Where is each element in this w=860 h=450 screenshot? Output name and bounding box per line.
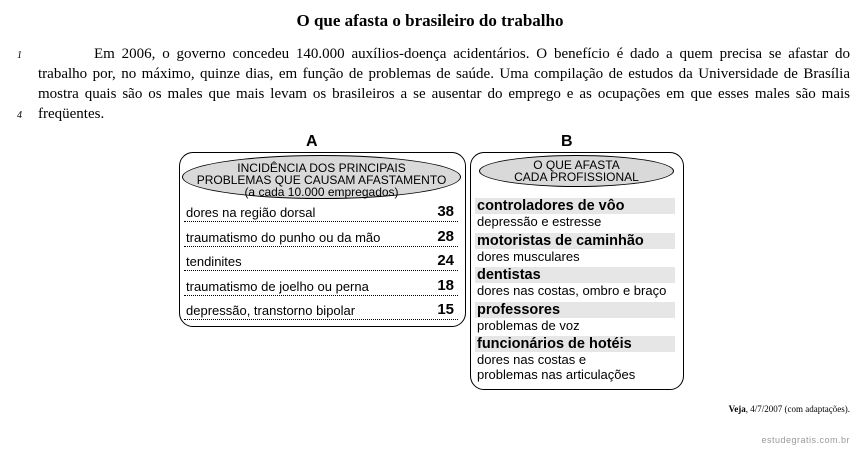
- profession-name: motoristas de caminhão: [475, 233, 675, 249]
- panel-b-header-line: O QUE AFASTA: [533, 158, 620, 172]
- line-number-1: 1: [17, 50, 22, 61]
- profession-name: funcionários de hotéis: [475, 336, 675, 352]
- list-item: [475, 198, 675, 229]
- panel-b: [470, 152, 684, 390]
- page-title: O que afasta o brasileiro do trabalho: [296, 11, 564, 30]
- table-row: [184, 277, 458, 296]
- profession-desc: depressão e estresse: [477, 214, 602, 229]
- panel-a-header-line: INCIDÊNCIA DOS PRINCIPAIS: [237, 161, 406, 175]
- panel-b-header-line: CADA PROFISSIONAL: [514, 170, 639, 184]
- table-row: [184, 252, 458, 271]
- list-item: [475, 302, 675, 333]
- panel-a-header: [182, 155, 461, 199]
- profession-desc: dores nas costas, ombro e braço: [477, 283, 667, 298]
- list-item: [475, 336, 675, 382]
- profession-desc: dores nas costas e: [477, 352, 587, 367]
- intro-paragraph-text: Em 2006, o governo concedeu 140.000 auxílios-doença acidentários. O benefício é dado a quem precisa se afastar do trabalho por, no máximo, quinze dias, em função de problemas de saúde. Uma compilação de estudos da Universidade de Brasília mostra quais são os males que mais levam os brasileiros a se ausentar do emprego e as ocupações em que esses males são mais freqüentes.: [38, 46, 850, 122]
- line-number-4: 4: [17, 110, 22, 121]
- profession-desc: problemas nas articulações: [477, 367, 636, 382]
- source-citation: [729, 404, 850, 414]
- panel-a-letter: A: [306, 133, 318, 150]
- profession-name: professores: [475, 302, 675, 318]
- profession-name: controladores de vôo: [475, 198, 675, 214]
- row-value: 24: [437, 252, 454, 269]
- table-row: [184, 301, 458, 320]
- table-row: [184, 203, 458, 222]
- row-label: traumatismo de joelho ou perna: [186, 279, 369, 294]
- row-label: dores na região dorsal: [186, 205, 316, 220]
- source-date: , 4/7/2007 (com adaptações).: [745, 404, 850, 414]
- row-label: depressão, transtorno bipolar: [186, 303, 356, 318]
- panel-a-header-line: (a cada 10.000 empregados): [244, 185, 399, 199]
- row-label: tendinites: [186, 254, 242, 269]
- panel-b-header: [479, 155, 674, 187]
- row-value: 18: [437, 277, 454, 294]
- profession-desc: dores musculares: [477, 249, 580, 264]
- watermark: estudegratis.com.br: [761, 435, 850, 445]
- panel-a: [179, 152, 466, 327]
- row-value: 38: [437, 203, 454, 220]
- row-value: 28: [437, 228, 454, 245]
- profession-desc: problemas de voz: [477, 318, 580, 333]
- row-label: traumatismo do punho ou da mão: [186, 230, 381, 245]
- panel-a-header-line: PROBLEMAS QUE CAUSAM AFASTAMENTO: [196, 173, 447, 187]
- table-row: [184, 228, 458, 247]
- list-item: [475, 233, 675, 264]
- row-value: 15: [437, 301, 454, 318]
- list-item: [475, 267, 675, 298]
- profession-name: dentistas: [475, 267, 675, 283]
- intro-paragraph: [38, 44, 850, 124]
- panel-b-letter: B: [561, 133, 573, 150]
- source-publication: Veja: [728, 404, 746, 414]
